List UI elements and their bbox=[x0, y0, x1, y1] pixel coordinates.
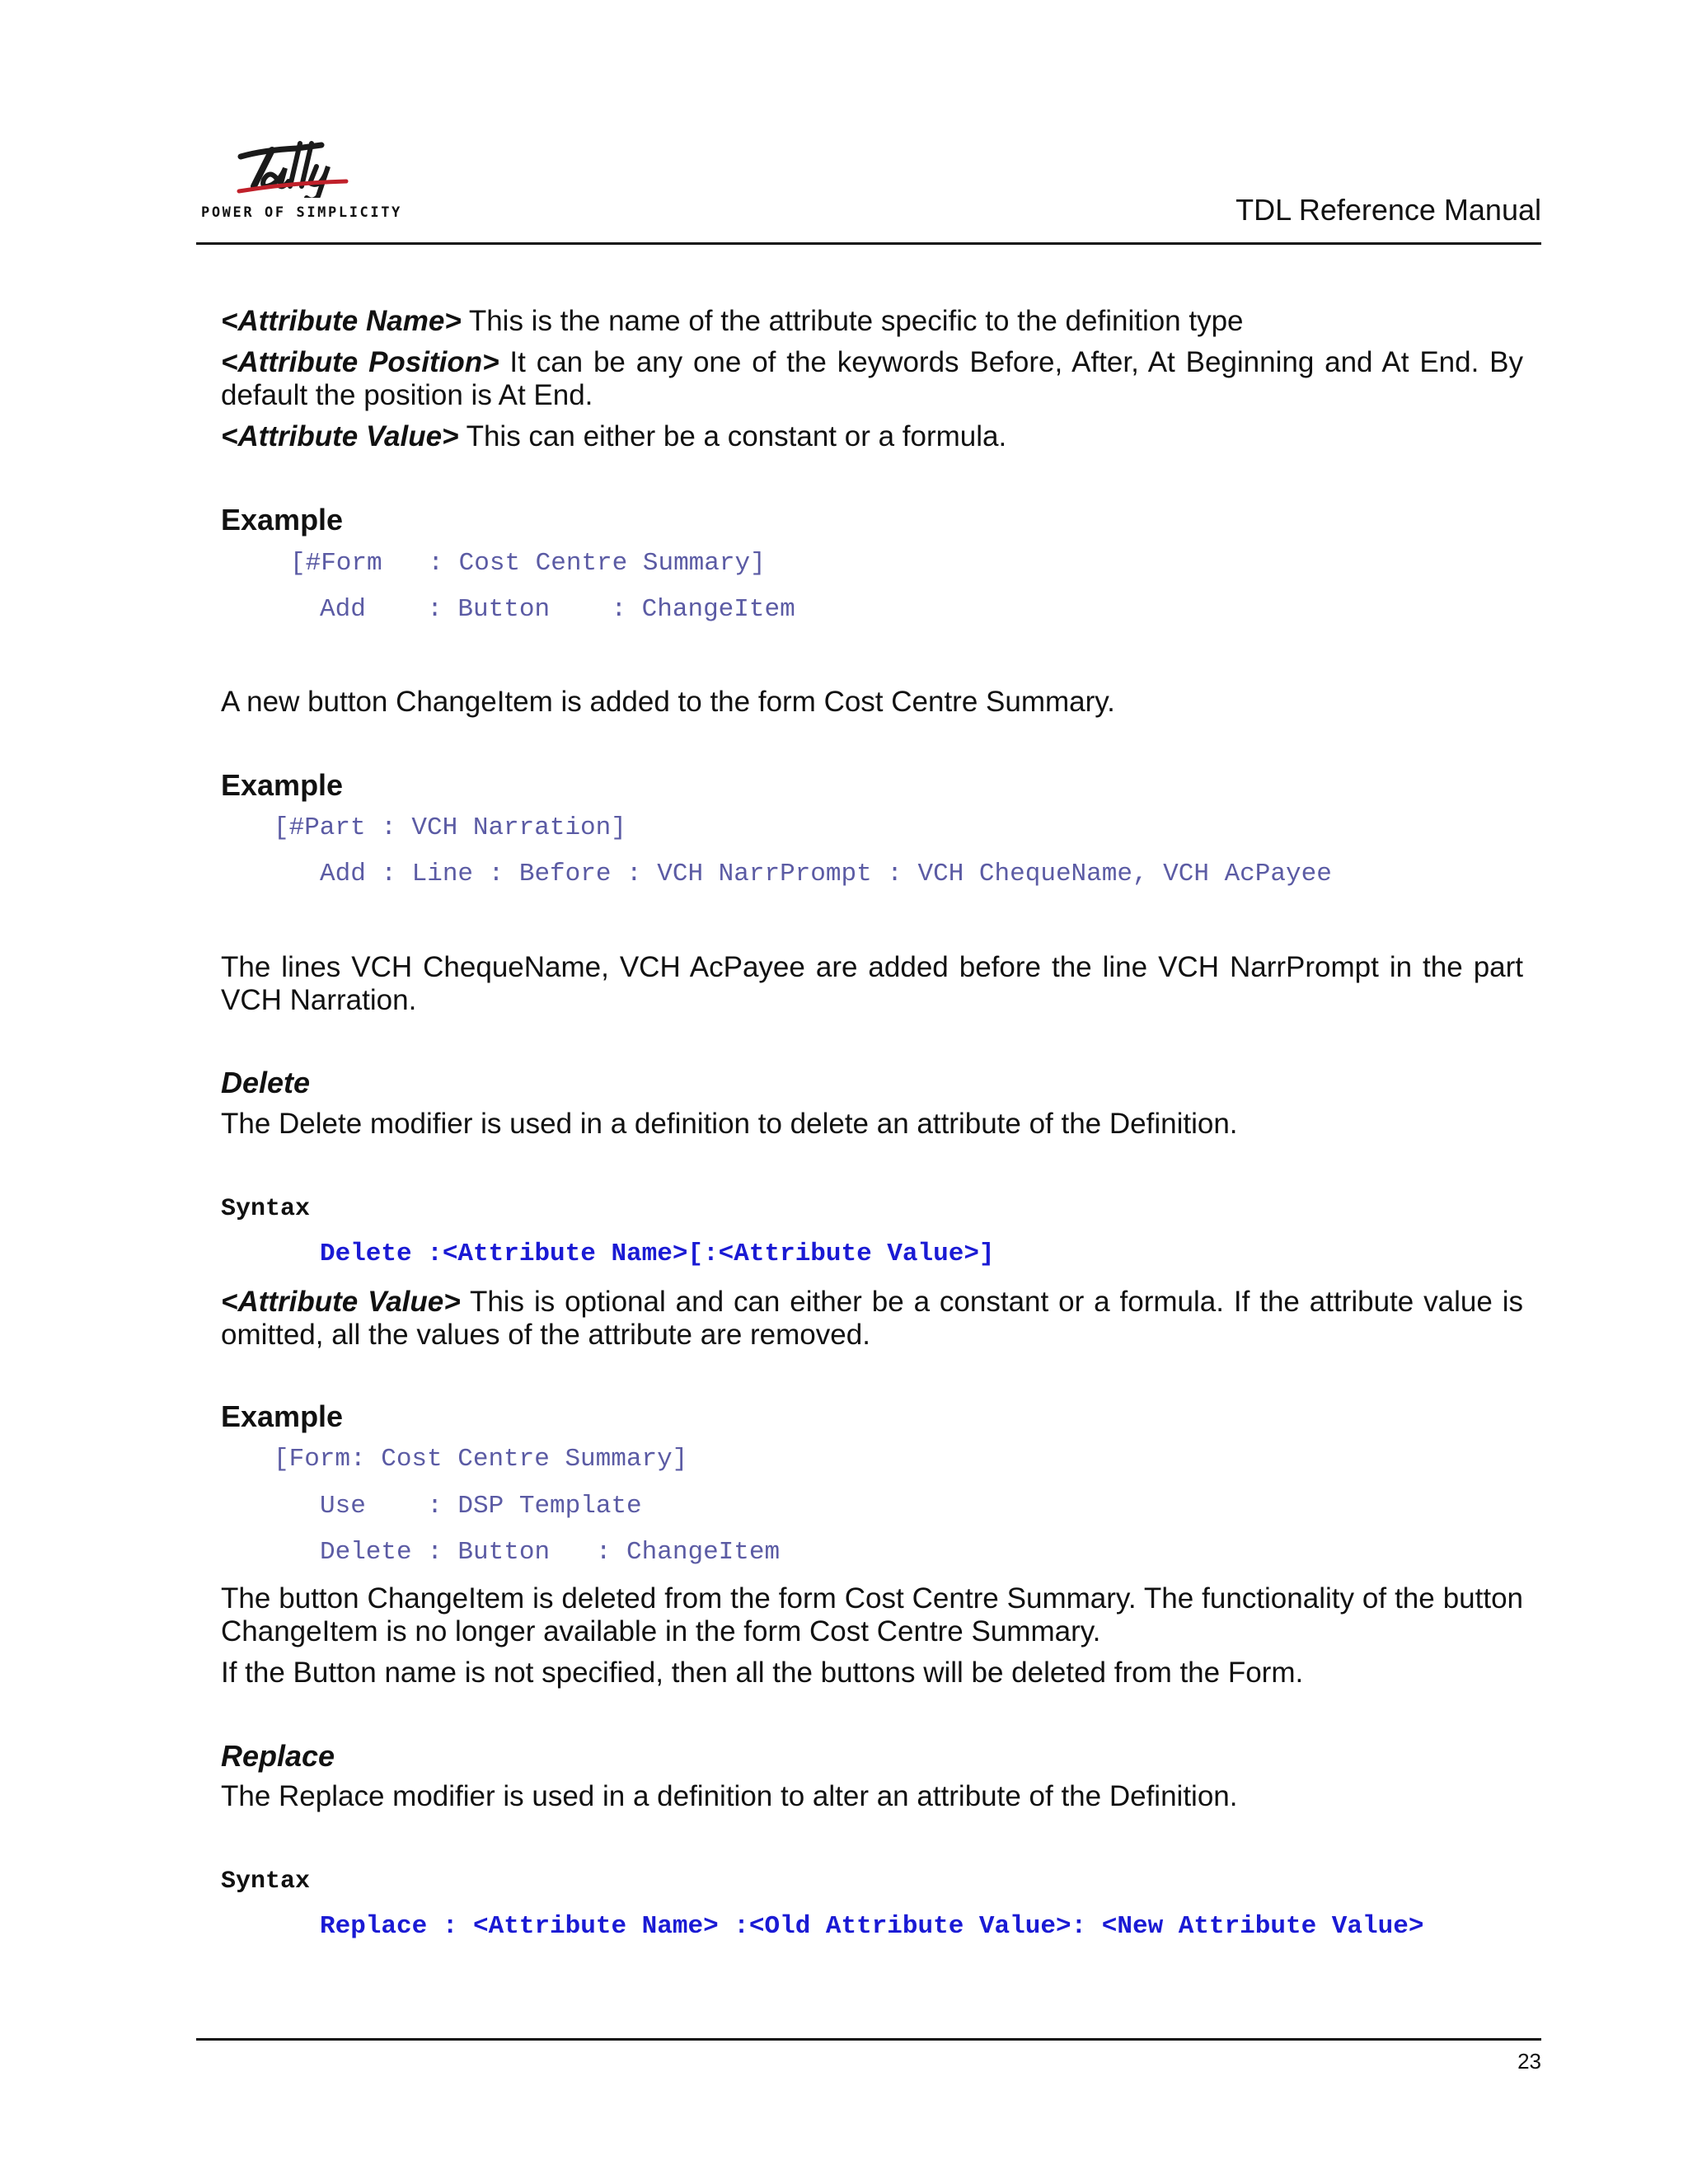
delete-syntax: Delete :<Attribute Name>[:<Attribute Value>] bbox=[320, 1240, 995, 1268]
header-rule bbox=[196, 242, 1541, 245]
tally-logo-icon bbox=[231, 132, 354, 198]
example-heading: Example bbox=[221, 503, 344, 537]
manual-title: TDL Reference Manual bbox=[1236, 193, 1541, 227]
replace-syntax: Replace : <Attribute Name> :<Old Attribute Value>: <New Attribute Value> bbox=[320, 1912, 1424, 1941]
syntax-label: Syntax bbox=[221, 1868, 311, 1896]
attribute-name-definition bbox=[221, 305, 1523, 338]
attribute-position-text: It can be any one of the keywords Before, After, At Beginning and At End. By default the position is At End. bbox=[221, 346, 1524, 411]
tally-logo bbox=[201, 132, 402, 223]
code-line: Add : Line : Before : VCH NarrPrompt : VCH ChequeName, VCH AcPayee bbox=[320, 860, 1332, 888]
example-description: A new button ChangeItem is added to the form Cost Centre Summary. bbox=[221, 686, 1115, 718]
example-description: The button ChangeItem is deleted from the form Cost Centre Summary. The functionality of the button ChangeItem is no longer available in the form Cost Centre Summary. bbox=[221, 1582, 1523, 1647]
attribute-position-term: <Attribute Position> bbox=[221, 346, 499, 378]
code-line: Delete : Button : ChangeItem bbox=[320, 1538, 781, 1567]
code-line: [#Form : Cost Centre Summary] bbox=[290, 549, 766, 578]
example-description: The lines VCH ChequeName, VCH AcPayee are added before the line VCH NarrPrompt in the part VCH Narration. bbox=[221, 951, 1523, 1016]
attribute-value-term: <Attribute Value> bbox=[221, 1286, 461, 1318]
attribute-value-text: This is optional and can either be a constant or a formula. If the attribute value is omitted, all the values of the attribute are removed. bbox=[221, 1286, 1523, 1351]
footer-rule bbox=[196, 2038, 1541, 2041]
code-line: Use : DSP Template bbox=[320, 1492, 642, 1521]
code-line: [Form: Cost Centre Summary] bbox=[274, 1445, 688, 1474]
attribute-name-text: This is the name of the attribute specific to the definition type bbox=[461, 305, 1244, 337]
delete-heading: Delete bbox=[221, 1066, 311, 1099]
attribute-value-definition bbox=[221, 420, 1523, 453]
delete-attribute-value-definition bbox=[221, 1286, 1523, 1352]
code-line: [#Part : VCH Narration] bbox=[274, 813, 626, 842]
attribute-value-text: This can either be a constant or a formula. bbox=[458, 420, 1007, 452]
example-note: If the Button name is not specified, then all the buttons will be deleted from the Form. bbox=[221, 1657, 1304, 1689]
attribute-value-term: <Attribute Value> bbox=[221, 420, 459, 452]
replace-heading: Replace bbox=[221, 1739, 335, 1773]
logo-tagline: POWER OF SIMPLICITY bbox=[201, 204, 402, 221]
attribute-name-term: <Attribute Name> bbox=[221, 305, 462, 337]
example-heading: Example bbox=[221, 1399, 344, 1433]
syntax-label: Syntax bbox=[221, 1195, 311, 1223]
replace-intro: The Replace modifier is used in a definition to alter an attribute of the Definition. bbox=[221, 1780, 1238, 1812]
page-number: 23 bbox=[1517, 2049, 1541, 2074]
example-heading: Example bbox=[221, 768, 344, 802]
delete-intro: The Delete modifier is used in a definition to delete an attribute of the Definition. bbox=[221, 1108, 1238, 1140]
attribute-position-definition bbox=[221, 346, 1523, 412]
code-line: Add : Button : ChangeItem bbox=[320, 595, 795, 624]
